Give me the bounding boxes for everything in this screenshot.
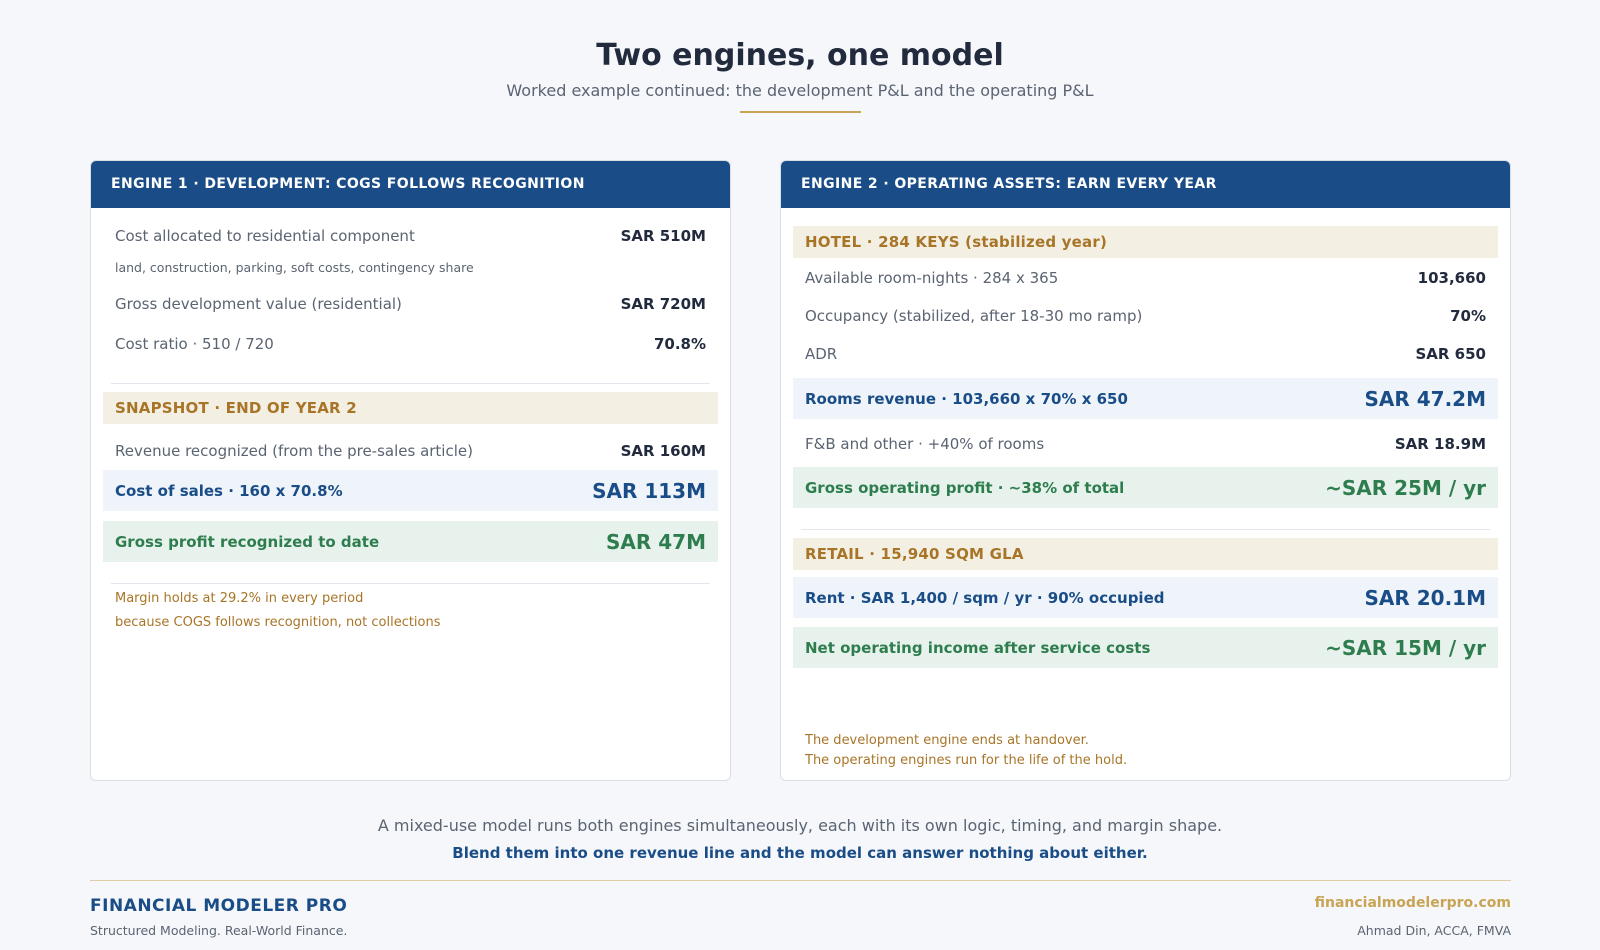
fnb-label: F&B and other · +40% of rooms xyxy=(805,435,1045,453)
gross-profit-label: Gross profit recognized to date xyxy=(115,532,380,551)
engine1-header: ENGINE 1 · DEVELOPMENT: COGS FOLLOWS RECOGNITION xyxy=(91,161,730,208)
engine2-header: ENGINE 2 · OPERATING ASSETS: EARN EVERY YEAR xyxy=(781,161,1510,208)
gdv-label: Gross development value (residential) xyxy=(115,295,402,313)
noi-value: ~SAR 15M / yr xyxy=(1325,635,1486,660)
rent-value: SAR 20.1M xyxy=(1364,585,1486,610)
gop-value: ~SAR 25M / yr xyxy=(1325,475,1486,500)
gross-profit-row xyxy=(103,521,718,562)
room-nights-label: Available room-nights · 284 x 365 xyxy=(805,269,1059,287)
cost-allocated-label: Cost allocated to residential component xyxy=(115,227,415,245)
engines-note-line2: The operating engines run for the life of the hold. xyxy=(805,753,1128,768)
revenue-recognized-value: SAR 160M xyxy=(620,442,706,460)
adr-value: SAR 650 xyxy=(1415,345,1486,363)
gross-profit-value: SAR 47M xyxy=(606,529,706,554)
revenue-recognized-label: Revenue recognized (from the pre-sales article) xyxy=(115,442,473,460)
occupancy-value: 70% xyxy=(1450,307,1486,325)
gdv-value: SAR 720M xyxy=(620,295,706,313)
brand-name: FINANCIAL MODELER PRO xyxy=(90,896,348,916)
rooms-revenue-value: SAR 47.2M xyxy=(1364,386,1486,411)
gdv-row xyxy=(103,295,718,313)
title-underline xyxy=(740,111,861,113)
brand-tagline: Structured Modeling. Real-World Finance. xyxy=(90,923,348,938)
page-subtitle: Worked example continued: the development P&L and the operating P&L xyxy=(506,81,1094,100)
cost-of-sales-row xyxy=(103,470,718,511)
cost-ratio-value: 70.8% xyxy=(653,335,706,353)
margin-note-line2: because COGS follows recognition, not collections xyxy=(115,615,441,630)
cost-allocated-note: land, construction, parking, soft costs, contingency share xyxy=(115,260,474,275)
gop-row xyxy=(793,467,1498,508)
page-title: Two engines, one model xyxy=(596,38,1004,73)
noi-label: Net operating income after service costs xyxy=(805,638,1151,657)
engines-note xyxy=(805,731,1127,771)
author-credit: Ahmad Din, ACCA, FMVA xyxy=(1357,923,1511,938)
adr-row xyxy=(793,345,1498,363)
divider xyxy=(801,529,1490,530)
rent-row xyxy=(793,577,1498,618)
revenue-recognized-row xyxy=(103,442,718,460)
room-nights-row xyxy=(793,269,1498,287)
room-nights-value: 103,660 xyxy=(1417,269,1486,287)
website-link[interactable]: financialmodelerpro.com xyxy=(1314,895,1511,911)
footer-divider xyxy=(90,880,1511,881)
engine2-panel xyxy=(780,160,1511,781)
occupancy-row xyxy=(793,307,1498,325)
margin-note xyxy=(115,587,441,635)
rent-label: Rent · SAR 1,400 / sqm / yr · 90% occupied xyxy=(805,588,1165,607)
closing-statement: A mixed-use model runs both engines simultaneously, each with its own logic, timing, and margin shape. xyxy=(377,816,1223,835)
cost-of-sales-value: SAR 113M xyxy=(592,478,706,503)
margin-note-line1: Margin holds at 29.2% in every period xyxy=(115,591,364,606)
fnb-row xyxy=(793,435,1498,453)
cost-allocated-row xyxy=(103,227,718,245)
retail-band: RETAIL · 15,940 SQM GLA xyxy=(793,538,1498,570)
hotel-band: HOTEL · 284 KEYS (stabilized year) xyxy=(793,226,1498,258)
cost-allocated-value: SAR 510M xyxy=(620,227,706,245)
gop-label: Gross operating profit · ~38% of total xyxy=(805,478,1125,497)
divider xyxy=(111,383,710,384)
divider xyxy=(111,583,710,584)
snapshot-band: SNAPSHOT · END OF YEAR 2 xyxy=(103,392,718,424)
engines-note-line1: The development engine ends at handover. xyxy=(805,733,1089,748)
engine1-panel xyxy=(90,160,731,781)
cost-of-sales-label: Cost of sales · 160 x 70.8% xyxy=(115,481,343,500)
occupancy-label: Occupancy (stabilized, after 18-30 mo ramp) xyxy=(805,307,1143,325)
rooms-revenue-row xyxy=(793,378,1498,419)
cost-ratio-label: Cost ratio · 510 / 720 xyxy=(115,335,274,353)
fnb-value: SAR 18.9M xyxy=(1394,435,1486,453)
adr-label: ADR xyxy=(805,345,838,363)
closing-emphasis: Blend them into one revenue line and the model can answer nothing about either. xyxy=(452,844,1148,862)
cost-ratio-row xyxy=(103,335,718,353)
noi-row xyxy=(793,627,1498,668)
rooms-revenue-label: Rooms revenue · 103,660 x 70% x 650 xyxy=(805,389,1128,408)
